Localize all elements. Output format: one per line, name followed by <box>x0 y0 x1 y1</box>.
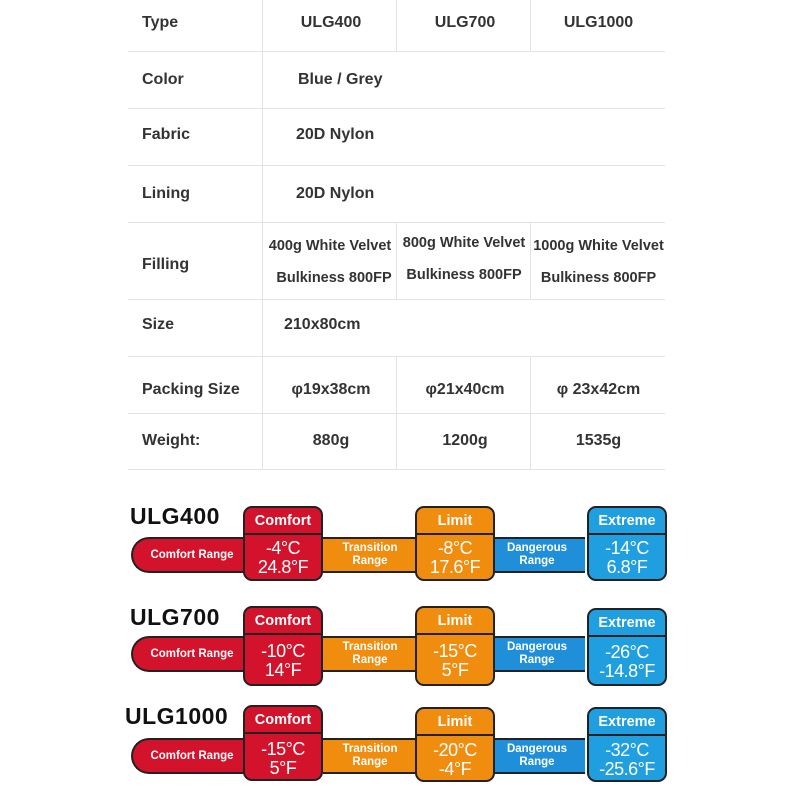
limit-fahrenheit: 17.6°F <box>429 557 481 577</box>
table-row-size <box>128 299 665 357</box>
extreme-block <box>587 608 667 686</box>
packing-label: Packing Size <box>142 381 240 398</box>
filling-label: Filling <box>142 255 190 273</box>
model-header-ulg400: ULG400 <box>300 13 362 31</box>
comfort-celsius: -4°C <box>265 538 301 558</box>
spec-table <box>128 0 665 469</box>
extreme-celsius: -26°C <box>605 642 649 662</box>
extreme-block <box>587 707 667 782</box>
fabric-label: Fabric <box>142 125 191 143</box>
weight-label: Weight: <box>142 432 201 449</box>
comfort-block <box>243 506 323 581</box>
dangerous-label-line1: Dangerous <box>506 641 568 653</box>
scale-model-name: ULG1000 <box>125 703 229 729</box>
weight-ulg700: 1200g <box>442 432 488 449</box>
limit-celsius: -8°C <box>437 538 473 558</box>
extreme-block <box>587 506 667 581</box>
model-header-ulg700: ULG700 <box>434 13 496 31</box>
temperature-scale-ulg1000 <box>125 703 675 808</box>
comfort-block <box>243 705 323 781</box>
scale-model-name: ULG700 <box>130 604 220 630</box>
comfort-celsius: -15°C <box>261 739 305 759</box>
limit-fahrenheit: 5°F <box>441 660 469 680</box>
weight-ulg1000: 1535g <box>575 432 622 449</box>
comfort-range-bar: Comfort Range <box>131 738 251 774</box>
transition-label-line2: Range <box>352 756 388 768</box>
limit-fahrenheit: -4°F <box>438 759 472 779</box>
transition-range-bar <box>323 636 417 672</box>
color-value: Blue / Grey <box>298 70 383 88</box>
size-value: 210x80cm <box>284 316 361 333</box>
filling-line1: 800g White Velvet <box>402 234 526 251</box>
packing-ulg400: φ19x38cm <box>291 381 371 398</box>
filling-line2: Bulkiness 800FP <box>276 269 392 286</box>
comfort-range-bar: Comfort Range <box>131 537 251 573</box>
column-divider <box>262 0 263 469</box>
transition-range-bar <box>323 537 417 573</box>
table-row-fabric <box>128 108 665 166</box>
lining-label: Lining <box>142 184 190 202</box>
filling-line1: 400g White Velvet <box>268 237 392 254</box>
limit-title: Limit <box>417 508 493 535</box>
extreme-title: Extreme <box>589 709 665 736</box>
dangerous-label-line2: Range <box>519 555 555 567</box>
transition-label-line1: Transition <box>342 542 398 554</box>
dangerous-range-bar <box>489 738 585 774</box>
scale-model-name: ULG400 <box>130 503 220 529</box>
weight-ulg400: 880g <box>312 432 350 449</box>
comfort-fahrenheit: 24.8°F <box>257 557 309 577</box>
comfort-block <box>243 606 323 686</box>
packing-ulg1000: φ 23x42cm <box>556 381 641 398</box>
table-row-color <box>128 51 665 109</box>
filling-line2: Bulkiness 800FP <box>540 269 657 286</box>
extreme-fahrenheit: -14.8°F <box>599 661 655 681</box>
comfort-fahrenheit: 5°F <box>269 758 297 778</box>
filling-ulg700 <box>396 226 532 297</box>
comfort-range-bar: Comfort Range <box>131 636 251 672</box>
temperature-scale-ulg700 <box>125 604 675 709</box>
comfort-title: Comfort <box>245 608 321 635</box>
extreme-title: Extreme <box>589 508 665 535</box>
filling-ulg1000 <box>530 226 667 297</box>
transition-label-line1: Transition <box>342 641 398 653</box>
color-label: Color <box>142 70 184 88</box>
dangerous-label-line1: Dangerous <box>506 743 568 755</box>
extreme-fahrenheit: 6.8°F <box>606 557 648 577</box>
extreme-title: Extreme <box>589 610 665 637</box>
comfort-fahrenheit: 14°F <box>264 660 302 680</box>
limit-block <box>415 606 495 686</box>
limit-celsius: -15°C <box>433 641 477 661</box>
dangerous-label-line2: Range <box>519 654 555 666</box>
limit-block <box>415 506 495 581</box>
comfort-title: Comfort <box>245 707 321 734</box>
limit-block <box>415 707 495 782</box>
type-label: Type <box>142 13 179 31</box>
comfort-title: Comfort <box>245 508 321 535</box>
packing-ulg700: φ21x40cm <box>425 381 505 398</box>
dangerous-label-line2: Range <box>519 756 555 768</box>
limit-title: Limit <box>417 709 493 736</box>
size-label: Size <box>142 316 175 333</box>
temperature-scale-ulg400 <box>125 503 675 608</box>
filling-ulg400 <box>264 226 396 297</box>
dangerous-range-bar <box>489 537 585 573</box>
model-header-ulg1000: ULG1000 <box>563 13 634 31</box>
filling-line2: Bulkiness 800FP <box>406 266 522 283</box>
dangerous-range-bar <box>489 636 585 672</box>
table-row-lining <box>128 165 665 223</box>
dangerous-label-line1: Dangerous <box>506 542 568 554</box>
comfort-celsius: -10°C <box>261 641 305 661</box>
lining-value: 20D Nylon <box>296 184 375 202</box>
extreme-celsius: -32°C <box>605 740 649 760</box>
extreme-celsius: -14°C <box>605 538 649 558</box>
limit-title: Limit <box>417 608 493 635</box>
transition-label-line1: Transition <box>342 743 398 755</box>
extreme-fahrenheit: -25.6°F <box>599 759 655 779</box>
limit-celsius: -20°C <box>433 740 477 760</box>
filling-line1: 1000g White Velvet <box>533 237 664 254</box>
transition-label-line2: Range <box>352 654 388 666</box>
transition-range-bar <box>323 738 417 774</box>
fabric-value: 20D Nylon <box>296 125 375 143</box>
transition-label-line2: Range <box>352 555 388 567</box>
